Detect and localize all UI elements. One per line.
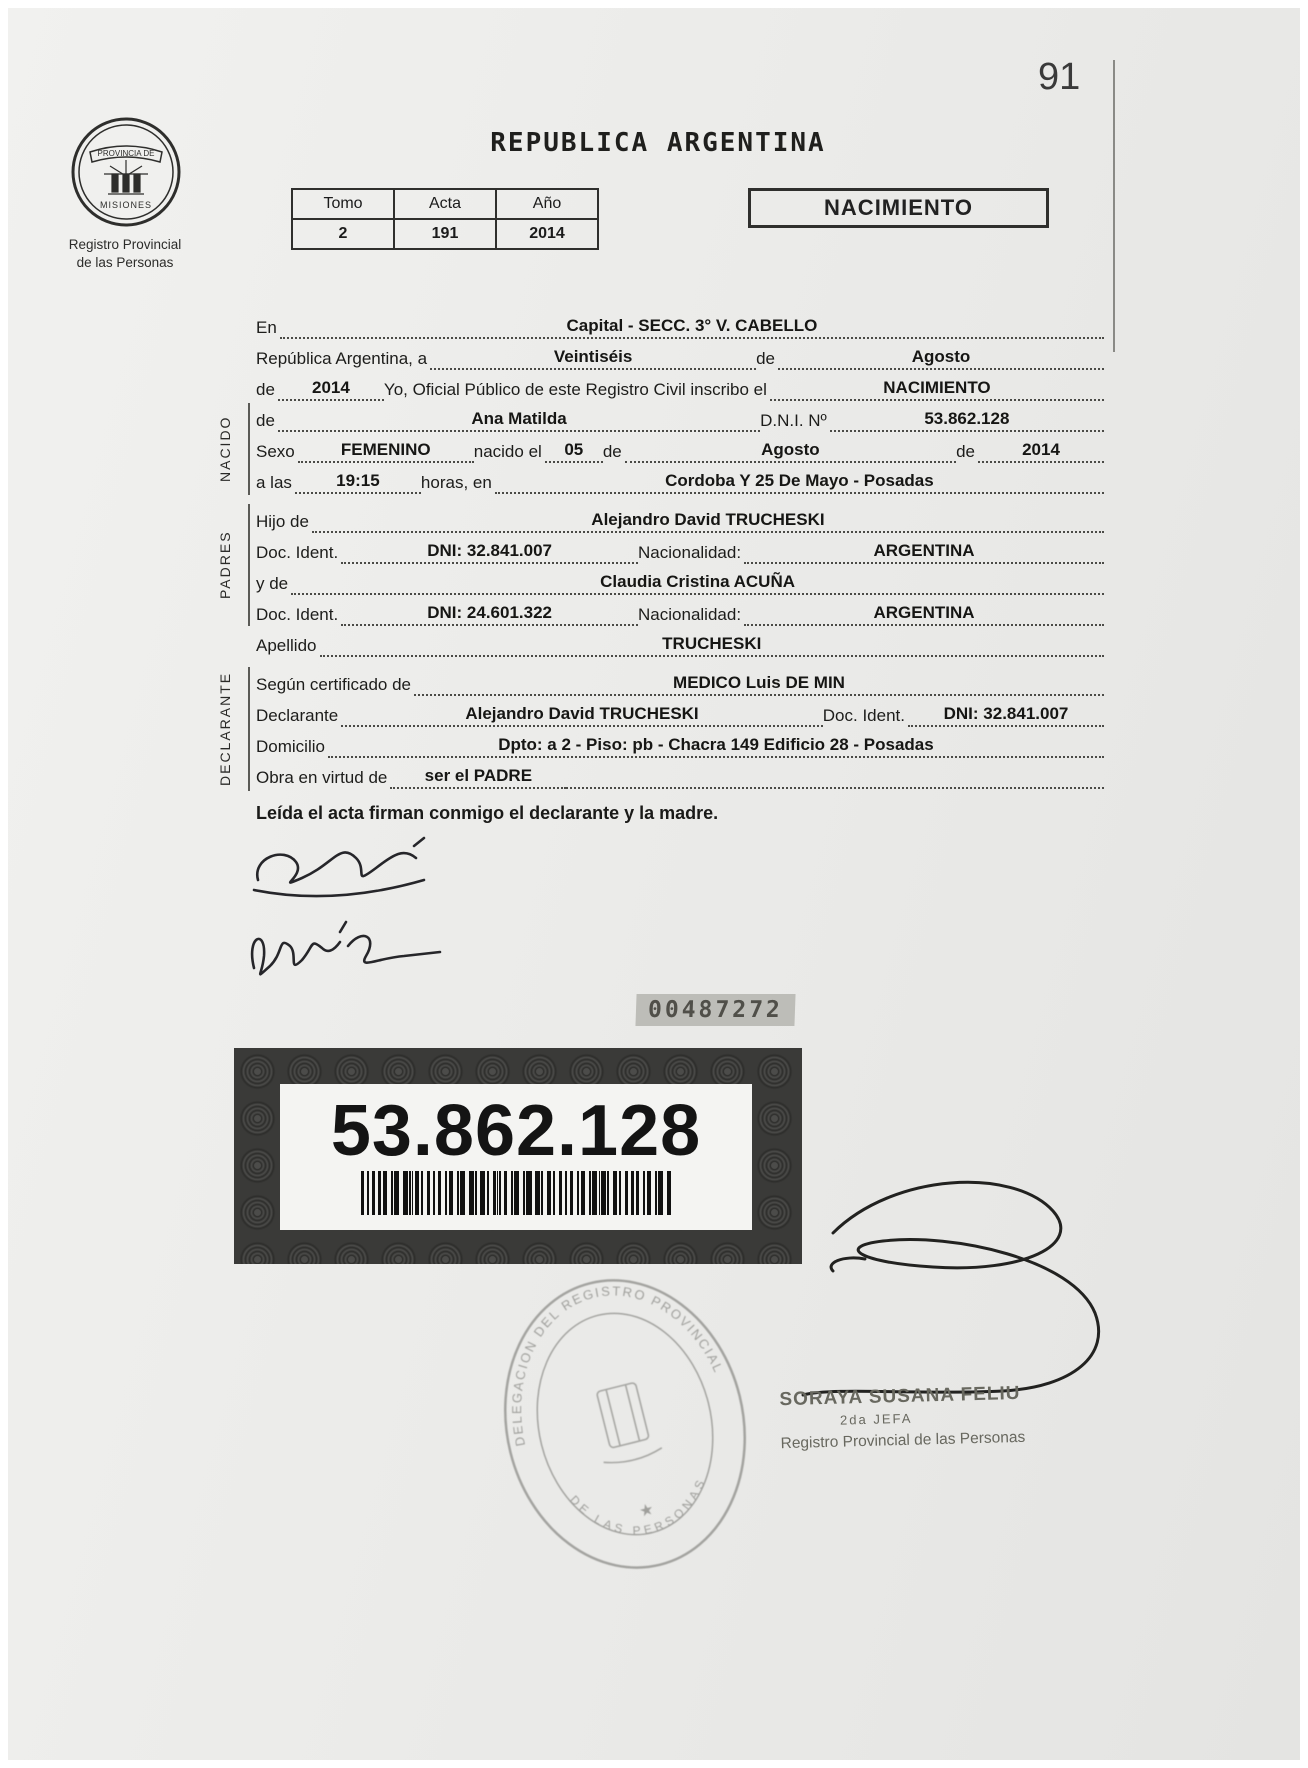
- label-horas-en: horas, en: [420, 473, 492, 492]
- acta-col-tomo: Tomo: [292, 189, 394, 219]
- signer-block: [779, 1383, 1025, 1453]
- value-mother-dni: DNI: 24.601.322: [341, 603, 638, 626]
- value-father-dni: DNI: 32.841.007: [341, 541, 638, 564]
- section-line-padres: [248, 504, 250, 626]
- value-mother-nationality: ARGENTINA: [744, 603, 1104, 626]
- form-row-father: [256, 502, 1104, 533]
- signer-organization: Registro Provincial de las Personas: [780, 1428, 1026, 1453]
- acta-val-anio: 2014: [496, 219, 598, 249]
- section-label-declarante: DECLARANTE: [217, 671, 233, 787]
- form-body: [256, 308, 1104, 789]
- signature-mother: [252, 922, 440, 974]
- value-certificate-by: MEDICO Luis DE MIN: [414, 673, 1104, 696]
- value-father-nationality: ARGENTINA: [744, 541, 1104, 564]
- label-declarante: Declarante: [256, 706, 339, 725]
- form-row-year-act: [256, 370, 1104, 401]
- label-apellido: Apellido: [256, 636, 317, 655]
- signer-name: SORAYA SUSANA FELIU: [779, 1382, 1021, 1411]
- document-title: REPUBLICA ARGENTINA: [490, 128, 826, 158]
- page-number: 91: [1038, 56, 1081, 98]
- label-nacionalidad-2: Nacionalidad:: [638, 605, 742, 624]
- label-sexo: Sexo: [256, 442, 295, 461]
- form-row-capacity: [256, 758, 1104, 789]
- label-certificado: Según certificado de: [256, 675, 411, 694]
- form-row-father-doc: [256, 533, 1104, 564]
- value-declarant-name: Alejandro David TRUCHESKI: [341, 704, 823, 727]
- value-declarant-dni: DNI: 32.841.007: [908, 704, 1104, 727]
- value-sex: FEMENINO: [298, 440, 474, 463]
- section-label-nacido: NACIDO: [217, 415, 233, 483]
- label-de-3: de: [256, 411, 275, 430]
- form-row-sex-birthdate: [256, 432, 1104, 463]
- value-father-name: Alejandro David TRUCHESKI: [312, 510, 1104, 533]
- value-birth-place: Cordoba Y 25 De Mayo - Posadas: [495, 471, 1104, 494]
- dni-sticker: [234, 1048, 802, 1264]
- closing-statement: Leída el acta firman conmigo el declarante y la madre.: [256, 803, 719, 823]
- value-child-dni: 53.862.128: [830, 409, 1104, 432]
- label-dni: D.N.I. Nº: [760, 411, 827, 430]
- emblem-caption: [36, 236, 214, 271]
- form-row-surname: [256, 626, 1104, 657]
- value-place: Capital - SECC. 3° V. CABELLO: [280, 316, 1104, 339]
- record-type-box: NACIMIENTO: [748, 188, 1049, 228]
- signature-official: [773, 1163, 1118, 1418]
- section-line-nacido: [248, 403, 250, 495]
- dni-sticker-number: 53.862.128: [330, 1091, 702, 1171]
- label-de-4: de: [602, 442, 622, 461]
- value-birth-day: 05: [545, 440, 603, 463]
- acta-col-acta: Acta: [394, 189, 496, 219]
- value-mother-name: Claudia Cristina ACUÑA: [291, 572, 1104, 595]
- label-de-5: de: [956, 442, 975, 461]
- form-row-mother: [256, 564, 1104, 595]
- label-y-de: y de: [256, 574, 289, 593]
- round-stamp-star: ★: [637, 1500, 656, 1521]
- round-stamp-bottom-text: DE LAS PERSONAS: [567, 1474, 709, 1538]
- label-en: En: [256, 318, 277, 337]
- form-row-mother-doc: [256, 595, 1104, 626]
- value-birth-time: 19:15: [295, 471, 421, 494]
- acta-val-tomo: 2: [292, 219, 394, 249]
- form-row-date: [256, 339, 1104, 370]
- value-birth-year: 2014: [978, 440, 1104, 463]
- value-capacity: ser el PADRE: [390, 766, 566, 789]
- label-de-1: de: [756, 349, 775, 368]
- form-row-place: [256, 308, 1104, 339]
- value-month: Agosto: [778, 347, 1104, 370]
- label-doc-ident-3: Doc. Ident.: [822, 706, 905, 725]
- value-birth-month: Agosto: [625, 440, 956, 463]
- label-doc-ident-1: Doc. Ident.: [256, 543, 339, 562]
- label-hijo-de: Hijo de: [256, 512, 309, 531]
- certificate-sheet: [8, 8, 1300, 1760]
- trailing-dots: [566, 786, 1104, 789]
- round-stamp-icon: [470, 1266, 780, 1582]
- barcode: [361, 1171, 671, 1215]
- form-row-time-place: [256, 463, 1104, 494]
- label-inscribo: Yo, Oficial Público de este Registro Civil inscribo el: [383, 380, 767, 399]
- value-act-type: NACIMIENTO: [770, 378, 1104, 401]
- signature-declarant: [254, 838, 424, 896]
- seal-top-text: PROVINCIA DE: [97, 149, 155, 158]
- section-label-padres: PADRES: [217, 530, 233, 600]
- label-a-las: a las: [256, 473, 292, 492]
- emblem-caption-line1: Registro Provincial: [68, 237, 182, 252]
- form-row-declarant: [256, 696, 1104, 727]
- label-domicilio: Domicilio: [256, 737, 325, 756]
- label-nacido-el: nacido el: [473, 442, 542, 461]
- acta-table: [291, 188, 599, 250]
- section-line-declarante: [248, 667, 250, 791]
- label-de-2: de: [256, 380, 275, 399]
- seal-bottom-text: MISIONES: [99, 200, 153, 210]
- form-row-address: [256, 727, 1104, 758]
- form-row-name: [256, 401, 1104, 432]
- provincial-seal-icon: [70, 114, 182, 230]
- value-child-name: Ana Matilda: [278, 409, 760, 432]
- emblem-caption-line2: de las Personas: [76, 254, 174, 270]
- acta-col-anio: Año: [496, 189, 598, 219]
- round-stamp-top-text: DELEGACION DEL REGISTRO PROVINCIAL: [509, 1283, 727, 1448]
- value-day-words: Veintiséis: [430, 347, 756, 370]
- svg-text:DELEGACION DEL REGISTRO PROVIN: [480, 1266, 733, 1448]
- page-edge-line: [1113, 60, 1115, 352]
- value-surname: TRUCHESKI: [320, 634, 1105, 657]
- label-doc-ident-2: Doc. Ident.: [256, 605, 339, 624]
- dni-sticker-inner: [280, 1084, 752, 1230]
- label-virtud: Obra en virtud de: [256, 768, 388, 787]
- serial-number-stamp: 00487272: [635, 994, 795, 1026]
- value-address: Dpto: a 2 - Piso: pb - Chacra 149 Edificio 28 - Posadas: [328, 735, 1104, 758]
- label-nacionalidad-1: Nacionalidad:: [638, 543, 742, 562]
- label-republica: República Argentina, a: [256, 349, 428, 368]
- value-year: 2014: [278, 378, 384, 401]
- signatures-declarant-mother: [244, 828, 544, 998]
- signer-title: 2da JEFA: [839, 1410, 913, 1428]
- acta-val-acta: 191: [394, 219, 496, 249]
- form-row-certificate: [256, 665, 1104, 696]
